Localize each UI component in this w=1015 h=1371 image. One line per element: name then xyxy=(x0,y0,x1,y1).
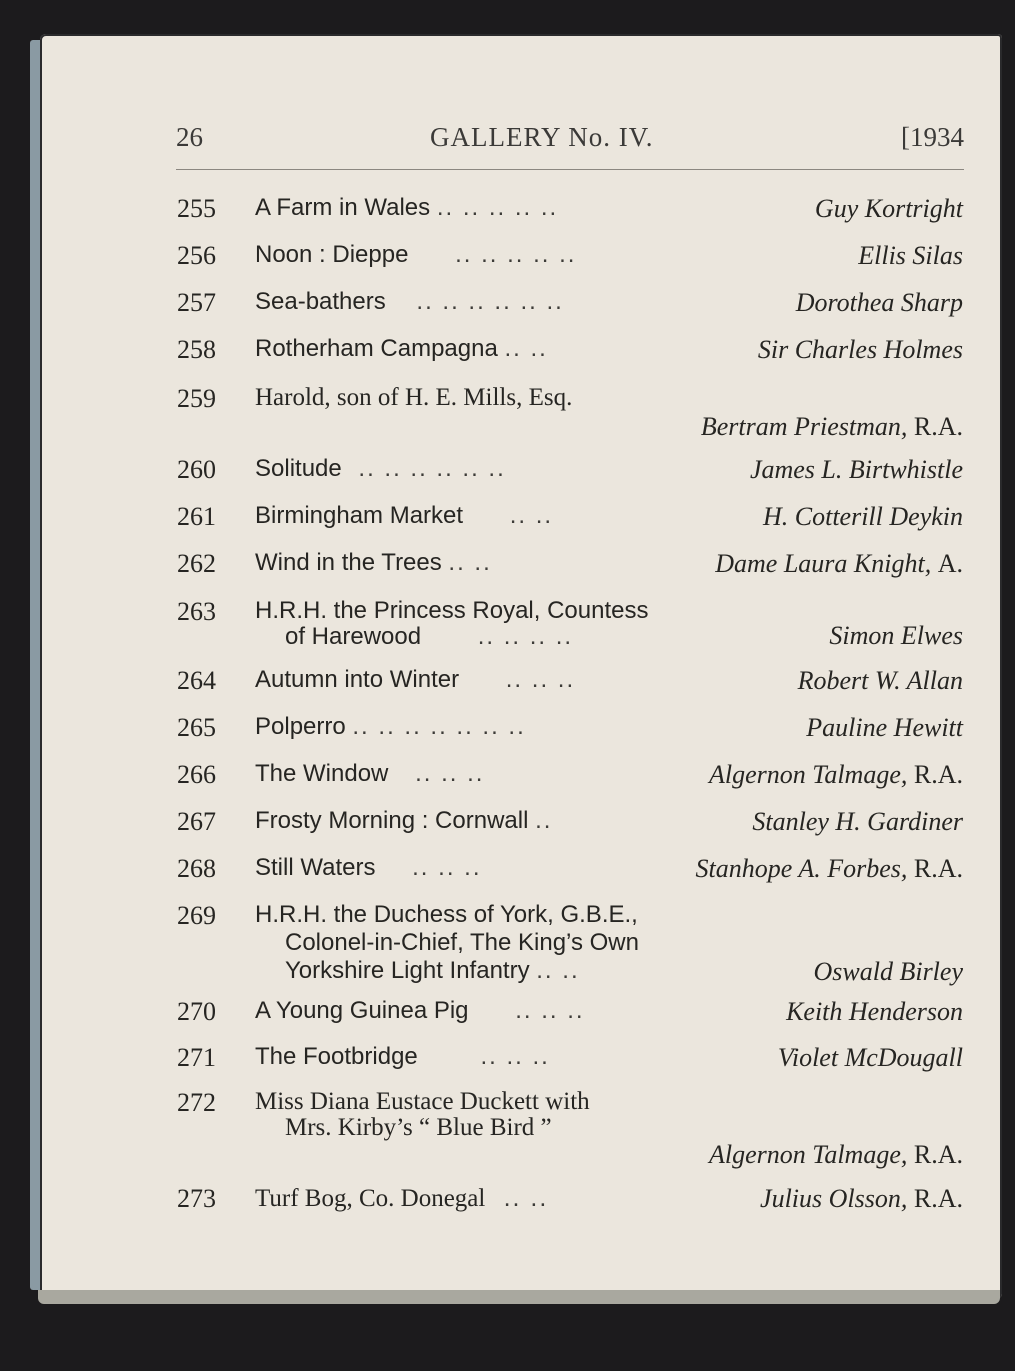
entry-artist: Stanley H. Gardiner xyxy=(752,807,963,836)
entry-title: Solitude .. .. .. .. .. .. xyxy=(255,455,506,482)
entry-artist: Bertram Priestman, R.A. xyxy=(700,412,963,441)
entry-artist: Dame Laura Knight, A. xyxy=(715,549,963,578)
entry-number: 267 xyxy=(177,807,216,836)
entry-artist: Dorothea Sharp xyxy=(795,288,963,317)
leader-dots: .. .. .. .. .. .. .. xyxy=(352,713,526,740)
leader-dots: .. .. xyxy=(504,335,548,362)
entry-artist: Guy Kortright xyxy=(814,194,963,223)
entry-title-continued: Colonel-in-Chief, The King’s Own xyxy=(285,929,639,956)
leader-dots: .. .. xyxy=(503,1184,549,1212)
entry-title: Polperro .. .. .. .. .. .. .. xyxy=(255,713,526,740)
entry-number: 256 xyxy=(177,241,216,270)
leader-dots: .. .. .. .. .. xyxy=(436,194,559,221)
entry-title-continued: of Harewood .. .. .. .. xyxy=(285,623,574,650)
academy-suffix: R.A. xyxy=(913,854,963,883)
entry-number: 261 xyxy=(177,502,216,531)
leader-dots: .. .. .. xyxy=(480,1043,550,1070)
entry-title: Rotherham Campagna .. .. xyxy=(255,335,548,362)
entry-number: 260 xyxy=(177,455,216,484)
entry-number: 265 xyxy=(177,713,216,742)
entry-number: 263 xyxy=(177,597,216,626)
entry-number: 266 xyxy=(177,760,216,789)
entry-number: 271 xyxy=(177,1043,216,1072)
entry-artist: H. Cotterill Deykin xyxy=(762,502,963,531)
entry-number: 257 xyxy=(177,288,216,317)
entry-artist: Oswald Birley xyxy=(813,957,963,986)
leader-dots: .. .. .. xyxy=(412,854,482,881)
entry-artist: Ellis Silas xyxy=(858,241,963,270)
entry-artist: Robert W. Allan xyxy=(797,666,963,695)
entry-number: 258 xyxy=(177,335,216,364)
entry-artist: Violet McDougall xyxy=(777,1043,963,1072)
academy-suffix: R.A. xyxy=(913,412,963,441)
entry-artist: Simon Elwes xyxy=(829,621,963,650)
entry-title: A Young Guinea Pig .. .. .. xyxy=(255,997,585,1024)
academy-suffix: R.A. xyxy=(913,1184,963,1213)
entry-title-continued: Mrs. Kirby’s “ Blue Bird ” xyxy=(285,1114,552,1141)
entry-title: H.R.H. the Princess Royal, Countess xyxy=(255,597,649,624)
entry-artist: Keith Henderson xyxy=(786,997,963,1026)
leader-dots: .. .. xyxy=(448,549,492,576)
leader-dots: .. .. .. xyxy=(515,997,585,1024)
academy-suffix: R.A. xyxy=(913,760,963,789)
entry-artist: Algernon Talmage, R.A. xyxy=(708,760,963,789)
entry-title-continued: Yorkshire Light Infantry .. .. xyxy=(285,957,580,984)
leader-dots: .. .. xyxy=(509,502,554,529)
entry-number: 268 xyxy=(177,854,216,883)
entry-number: 264 xyxy=(177,666,216,695)
page-title: GALLERY No. IV. xyxy=(430,122,654,152)
entry-title: Miss Diana Eustace Duckett with xyxy=(255,1088,590,1115)
entry-title: The Window .. .. .. xyxy=(255,760,485,787)
leader-dots: .. xyxy=(535,807,553,834)
running-header xyxy=(176,122,964,166)
page-number: 26 xyxy=(176,122,203,152)
entry-number: 273 xyxy=(177,1184,216,1213)
page-bottom-edge xyxy=(38,1290,1000,1304)
year: [1934 xyxy=(901,122,964,152)
leader-dots: .. .. .. xyxy=(505,666,576,693)
entry-title: The Footbridge .. .. .. xyxy=(255,1043,550,1070)
leader-dots: .. .. .. .. .. xyxy=(455,241,577,268)
entry-number: 269 xyxy=(177,901,216,930)
entry-number: 255 xyxy=(177,194,216,223)
entry-title: Wind in the Trees .. .. xyxy=(255,549,492,576)
entry-title: Autumn into Winter .. .. .. xyxy=(255,666,576,693)
entry-artist: Julius Olsson, R.A. xyxy=(760,1184,963,1213)
leader-dots: .. .. .. .. xyxy=(477,623,574,650)
leader-dots: .. .. xyxy=(536,957,580,984)
leader-dots: .. .. .. .. .. .. xyxy=(358,455,506,482)
entry-number: 272 xyxy=(177,1088,216,1117)
entry-title: Noon : Dieppe .. .. .. .. .. xyxy=(255,241,577,268)
entry-title: Birmingham Market .. .. xyxy=(255,502,554,529)
entry-title: Sea-bathers .. .. .. .. .. .. xyxy=(255,288,564,315)
entry-number: 259 xyxy=(177,384,216,413)
entry-title: A Farm in Wales .. .. .. .. .. xyxy=(255,194,559,221)
entry-artist: Sir Charles Holmes xyxy=(757,335,963,364)
entry-number: 262 xyxy=(177,549,216,578)
academy-suffix: A. xyxy=(937,549,963,578)
entry-artist: Algernon Talmage, R.A. xyxy=(708,1140,963,1169)
entry-title: Harold, son of H. E. Mills, Esq. xyxy=(255,384,573,411)
entry-number: 270 xyxy=(177,997,216,1026)
leader-dots: .. .. .. .. .. .. xyxy=(416,288,564,315)
academy-suffix: R.A. xyxy=(913,1140,963,1169)
entry-artist: Stanhope A. Forbes, R.A. xyxy=(695,854,963,883)
entry-artist: James L. Birtwhistle xyxy=(749,455,963,484)
leader-dots: .. .. .. xyxy=(415,760,485,787)
entry-title: Frosty Morning : Cornwall .. xyxy=(255,807,553,834)
entry-title: Still Waters .. .. .. xyxy=(255,854,482,881)
entry-artist: Pauline Hewitt xyxy=(806,713,963,742)
entry-title: Turf Bog, Co. Donegal .. .. xyxy=(255,1184,549,1212)
entry-title: H.R.H. the Duchess of York, G.B.E., xyxy=(255,901,638,928)
header-rule xyxy=(176,169,964,170)
